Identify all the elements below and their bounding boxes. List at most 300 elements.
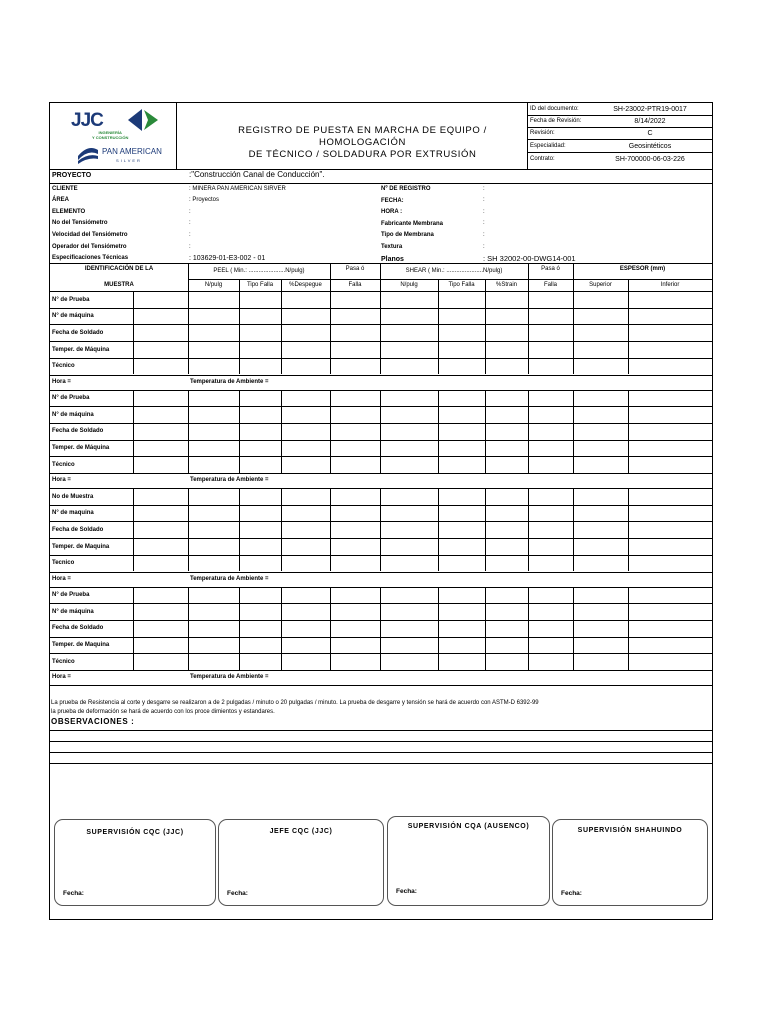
table-cell[interactable] bbox=[486, 424, 527, 439]
table-cell[interactable] bbox=[189, 522, 238, 537]
signature-title: SUPERVISIÓN CQC (JJC) bbox=[86, 829, 184, 836]
table-cell[interactable] bbox=[439, 407, 484, 422]
table-cell[interactable] bbox=[331, 407, 379, 422]
table-cell[interactable] bbox=[486, 292, 527, 307]
row-label: N° de máquina bbox=[52, 608, 94, 615]
info-value[interactable]: : bbox=[189, 231, 191, 238]
table-cell[interactable] bbox=[529, 424, 572, 439]
table-cell[interactable] bbox=[282, 342, 329, 357]
table-cell[interactable] bbox=[439, 654, 484, 669]
proyecto-value: :"Construcción Canal de Conducción". bbox=[189, 170, 325, 179]
table-cell[interactable] bbox=[189, 424, 238, 439]
info-label: CLIENTE bbox=[52, 185, 78, 192]
table-cell[interactable] bbox=[240, 638, 280, 653]
table-cell[interactable] bbox=[282, 489, 329, 504]
table-cell[interactable] bbox=[439, 424, 484, 439]
pasa-header: Pasa ó bbox=[541, 266, 560, 272]
signature-box-shahuindo[interactable] bbox=[552, 819, 708, 906]
table-cell[interactable] bbox=[134, 588, 187, 603]
row-label: Fecha de Soldado bbox=[52, 428, 104, 435]
observation-line[interactable] bbox=[50, 730, 712, 731]
table-cell[interactable] bbox=[240, 359, 280, 374]
table-cell[interactable] bbox=[629, 506, 711, 521]
row-label: Técnico bbox=[52, 363, 75, 370]
table-cell[interactable] bbox=[381, 325, 437, 340]
row-label: Temper. de Maquina bbox=[52, 543, 110, 550]
table-cell[interactable] bbox=[439, 489, 484, 504]
table-cell[interactable] bbox=[134, 654, 187, 669]
table-cell[interactable] bbox=[381, 654, 437, 669]
hora-label: Hora = bbox=[52, 674, 71, 680]
table-cell[interactable] bbox=[574, 407, 627, 422]
row-label: N° de máquina bbox=[52, 313, 94, 320]
row-label: Fecha de Soldado bbox=[52, 526, 104, 533]
table-cell[interactable] bbox=[486, 654, 527, 669]
table-cell[interactable] bbox=[189, 556, 238, 571]
observation-line[interactable] bbox=[50, 752, 712, 753]
info-value[interactable]: : bbox=[189, 220, 191, 227]
table-cell[interactable] bbox=[439, 506, 484, 521]
row-label: N° de Prueba bbox=[52, 296, 90, 303]
table-cell[interactable] bbox=[439, 556, 484, 571]
espesor-header: ESPESOR (mm) bbox=[619, 266, 666, 272]
table-cell[interactable] bbox=[629, 292, 711, 307]
table-cell[interactable] bbox=[529, 407, 572, 422]
table-cell[interactable] bbox=[282, 522, 329, 537]
table-cell[interactable] bbox=[240, 588, 280, 603]
table-cell[interactable] bbox=[629, 539, 711, 554]
table-cell[interactable] bbox=[189, 539, 238, 554]
table-cell[interactable] bbox=[439, 621, 484, 636]
table-cell[interactable] bbox=[486, 604, 527, 619]
table-cell[interactable] bbox=[529, 342, 572, 357]
table-cell[interactable] bbox=[529, 604, 572, 619]
table-cell[interactable] bbox=[486, 489, 527, 504]
table-cell[interactable] bbox=[574, 325, 627, 340]
table-cell[interactable] bbox=[240, 325, 280, 340]
pasa-header: Pasa ó bbox=[345, 266, 365, 272]
table-cell[interactable] bbox=[439, 391, 484, 406]
table-cell[interactable] bbox=[439, 588, 484, 603]
table-cell[interactable] bbox=[189, 342, 238, 357]
table-cell[interactable] bbox=[574, 441, 627, 456]
info-value[interactable]: : bbox=[483, 197, 485, 204]
table-cell[interactable] bbox=[486, 588, 527, 603]
table-cell[interactable] bbox=[629, 457, 711, 472]
info-value[interactable]: : 103629-01-E3-002 - 01 bbox=[189, 255, 266, 263]
table-cell[interactable] bbox=[574, 588, 627, 603]
table-cell[interactable] bbox=[574, 522, 627, 537]
table-cell[interactable] bbox=[331, 325, 379, 340]
table-cell[interactable] bbox=[439, 638, 484, 653]
table-cell[interactable] bbox=[189, 604, 238, 619]
table-cell[interactable] bbox=[331, 359, 379, 374]
table-cell[interactable] bbox=[240, 457, 280, 472]
table-cell[interactable] bbox=[189, 457, 238, 472]
table-cell[interactable] bbox=[134, 391, 187, 406]
table-cell[interactable] bbox=[629, 638, 711, 653]
table-cell[interactable] bbox=[574, 292, 627, 307]
table-cell[interactable] bbox=[439, 539, 484, 554]
table-cell[interactable] bbox=[629, 522, 711, 537]
table-cell[interactable] bbox=[439, 342, 484, 357]
table-cell[interactable] bbox=[574, 489, 627, 504]
table-cell[interactable] bbox=[529, 457, 572, 472]
table-cell[interactable] bbox=[574, 342, 627, 357]
info-value[interactable]: : SH 32002-00-DWG14-001 bbox=[483, 254, 576, 264]
row-label: Tecnico bbox=[52, 560, 75, 567]
table-cell[interactable] bbox=[629, 309, 711, 324]
table-cell[interactable] bbox=[381, 556, 437, 571]
table-cell[interactable] bbox=[529, 391, 572, 406]
table-cell[interactable] bbox=[381, 391, 437, 406]
table-cell[interactable] bbox=[240, 522, 280, 537]
table-cell[interactable] bbox=[189, 489, 238, 504]
table-cell[interactable] bbox=[134, 359, 187, 374]
table-cell[interactable] bbox=[240, 342, 280, 357]
table-cell[interactable] bbox=[189, 391, 238, 406]
table-cell[interactable] bbox=[134, 506, 187, 521]
info-label: Planos bbox=[381, 255, 404, 263]
signature-title: JEFE CQC (JJC) bbox=[269, 828, 333, 835]
table-cell[interactable] bbox=[331, 621, 379, 636]
table-cell[interactable] bbox=[189, 638, 238, 653]
table-cell[interactable] bbox=[134, 342, 187, 357]
table-cell[interactable] bbox=[574, 604, 627, 619]
table-cell[interactable] bbox=[282, 359, 329, 374]
row-label: N° de Prueba bbox=[52, 395, 90, 401]
table-cell[interactable] bbox=[439, 522, 484, 537]
table-cell[interactable] bbox=[486, 359, 527, 374]
table-cell[interactable] bbox=[486, 638, 527, 653]
table-cell[interactable] bbox=[134, 621, 187, 636]
info-value[interactable]: : bbox=[483, 220, 485, 227]
table-cell[interactable] bbox=[381, 292, 437, 307]
table-cell[interactable] bbox=[629, 654, 711, 669]
table-cell[interactable] bbox=[240, 506, 280, 521]
table-cell[interactable] bbox=[282, 556, 329, 571]
doc-field-value: SH-23002-PTR19-0017 bbox=[613, 106, 687, 113]
table-cell[interactable] bbox=[381, 342, 437, 357]
table-cell[interactable] bbox=[439, 325, 484, 340]
company-logos bbox=[66, 106, 170, 164]
table-cell[interactable] bbox=[574, 621, 627, 636]
table-cell[interactable] bbox=[189, 325, 238, 340]
row-label: Fecha de Soldado bbox=[52, 625, 104, 632]
info-value[interactable]: : bbox=[483, 243, 485, 250]
table-cell[interactable] bbox=[529, 325, 572, 340]
table-cell[interactable] bbox=[574, 506, 627, 521]
table-cell[interactable] bbox=[486, 342, 527, 357]
table-cell[interactable] bbox=[134, 424, 187, 439]
table-cell[interactable] bbox=[240, 309, 280, 324]
table-cell[interactable] bbox=[282, 407, 329, 422]
jjc-logo-text: JJC bbox=[71, 110, 103, 131]
table-cell[interactable] bbox=[240, 424, 280, 439]
table-cell[interactable] bbox=[486, 325, 527, 340]
observations-label: OBSERVACIONES : bbox=[51, 717, 135, 726]
column-header: %Despegue bbox=[289, 282, 322, 288]
table-cell[interactable] bbox=[282, 457, 329, 472]
table-cell[interactable] bbox=[282, 539, 329, 554]
table-cell[interactable] bbox=[529, 441, 572, 456]
row-label: Fecha de Soldado bbox=[52, 329, 104, 336]
info-label: Nº DE REGISTRO bbox=[381, 186, 431, 192]
table-cell[interactable] bbox=[189, 441, 238, 456]
table-cell[interactable] bbox=[189, 621, 238, 636]
table-cell[interactable] bbox=[529, 522, 572, 537]
table-cell[interactable] bbox=[629, 441, 711, 456]
table-cell[interactable] bbox=[529, 292, 572, 307]
doc-field-label: Revisión: bbox=[530, 130, 555, 136]
table-cell[interactable] bbox=[486, 522, 527, 537]
table-cell[interactable] bbox=[486, 539, 527, 554]
table-cell[interactable] bbox=[240, 654, 280, 669]
table-cell[interactable] bbox=[240, 407, 280, 422]
info-label: Operador del Tensiómetro bbox=[52, 243, 127, 250]
column-header: Falla bbox=[348, 282, 362, 288]
info-label: Especificaciones Técnicas bbox=[52, 255, 129, 262]
table-cell[interactable] bbox=[331, 638, 379, 653]
table-cell[interactable] bbox=[486, 506, 527, 521]
table-cell[interactable] bbox=[282, 638, 329, 653]
table-cell[interactable] bbox=[240, 391, 280, 406]
table-cell[interactable] bbox=[189, 654, 238, 669]
table-cell[interactable] bbox=[331, 292, 379, 307]
row-label: N° de Prueba bbox=[52, 592, 90, 598]
table-cell[interactable] bbox=[282, 424, 329, 439]
table-cell[interactable] bbox=[574, 391, 627, 406]
table-cell[interactable] bbox=[189, 588, 238, 603]
table-cell[interactable] bbox=[574, 539, 627, 554]
signature-box-jefe-cqc[interactable] bbox=[218, 819, 384, 906]
table-cell[interactable] bbox=[381, 638, 437, 653]
table-cell[interactable] bbox=[134, 292, 187, 307]
table-cell[interactable] bbox=[331, 506, 379, 521]
table-cell[interactable] bbox=[134, 638, 187, 653]
table-cell[interactable] bbox=[574, 424, 627, 439]
table-cell[interactable] bbox=[629, 489, 711, 504]
column-header: Inferior bbox=[660, 282, 680, 288]
table-cell[interactable] bbox=[331, 342, 379, 357]
jjc-logo-subtitle: INGENIERÍA Y CONSTRUCCIÓN bbox=[92, 130, 129, 140]
table-cell[interactable] bbox=[331, 556, 379, 571]
table-cell[interactable] bbox=[381, 539, 437, 554]
table-cell[interactable] bbox=[439, 292, 484, 307]
table-cell[interactable] bbox=[381, 457, 437, 472]
table-cell[interactable] bbox=[629, 407, 711, 422]
table-cell[interactable] bbox=[381, 407, 437, 422]
table-cell[interactable] bbox=[134, 522, 187, 537]
column-header: N/pulg bbox=[204, 282, 223, 288]
table-cell[interactable] bbox=[529, 359, 572, 374]
table-cell[interactable] bbox=[331, 604, 379, 619]
table-cell[interactable] bbox=[486, 309, 527, 324]
table-cell[interactable] bbox=[529, 506, 572, 521]
table-cell[interactable] bbox=[381, 359, 437, 374]
table-cell[interactable] bbox=[439, 309, 484, 324]
table-cell[interactable] bbox=[529, 489, 572, 504]
temperature-label: Temperatura de Ambiente = bbox=[190, 575, 269, 582]
signature-box-cqc[interactable] bbox=[54, 819, 216, 906]
info-label: ÁREA bbox=[52, 197, 70, 204]
table-cell[interactable] bbox=[189, 292, 238, 307]
table-cell[interactable] bbox=[381, 522, 437, 537]
table-cell[interactable] bbox=[331, 588, 379, 603]
table-cell[interactable] bbox=[574, 359, 627, 374]
table-cell[interactable] bbox=[486, 556, 527, 571]
table-cell[interactable] bbox=[629, 325, 711, 340]
table-cell[interactable] bbox=[439, 604, 484, 619]
table-cell[interactable] bbox=[486, 457, 527, 472]
table-cell[interactable] bbox=[629, 391, 711, 406]
table-cell[interactable] bbox=[240, 539, 280, 554]
table-cell[interactable] bbox=[240, 604, 280, 619]
table-cell[interactable] bbox=[331, 309, 379, 324]
table-cell[interactable] bbox=[381, 441, 437, 456]
table-cell[interactable] bbox=[381, 309, 437, 324]
doc-field-value: Geosintéticos bbox=[628, 143, 672, 150]
table-cell[interactable] bbox=[189, 407, 238, 422]
silver-logo-text: SILVER bbox=[116, 158, 142, 163]
table-cell[interactable] bbox=[486, 407, 527, 422]
table-cell[interactable] bbox=[282, 292, 329, 307]
table-cell[interactable] bbox=[240, 621, 280, 636]
table-cell[interactable] bbox=[381, 424, 437, 439]
table-cell[interactable] bbox=[282, 604, 329, 619]
table-cell[interactable] bbox=[331, 654, 379, 669]
doc-field-value: SH-700000-06-03-226 bbox=[615, 156, 685, 163]
info-label: Textura bbox=[381, 244, 403, 250]
table-cell[interactable] bbox=[529, 539, 572, 554]
table-cell[interactable] bbox=[529, 309, 572, 324]
observation-line[interactable] bbox=[50, 763, 712, 764]
info-label: HORA : bbox=[381, 209, 403, 216]
info-value[interactable]: : bbox=[483, 231, 485, 238]
table-cell[interactable] bbox=[240, 489, 280, 504]
table-cell[interactable] bbox=[629, 359, 711, 374]
table-cell[interactable] bbox=[189, 309, 238, 324]
table-cell[interactable] bbox=[240, 292, 280, 307]
row-label: Temper. de Maquina bbox=[52, 642, 110, 649]
table-cell[interactable] bbox=[529, 621, 572, 636]
info-value[interactable]: : Proyectos bbox=[189, 197, 220, 204]
temperature-label: Temperatura de Ambiente = bbox=[190, 378, 269, 385]
table-cell[interactable] bbox=[574, 309, 627, 324]
table-cell[interactable] bbox=[134, 441, 187, 456]
table-cell[interactable] bbox=[331, 539, 379, 554]
table-cell[interactable] bbox=[134, 407, 187, 422]
table-cell[interactable] bbox=[439, 359, 484, 374]
table-cell[interactable] bbox=[282, 621, 329, 636]
info-value[interactable]: : MINERA PAN AMERICAN SIRVER bbox=[189, 185, 286, 192]
table-cell[interactable] bbox=[529, 638, 572, 653]
table-cell[interactable] bbox=[529, 556, 572, 571]
table-cell[interactable] bbox=[529, 654, 572, 669]
table-cell[interactable] bbox=[381, 588, 437, 603]
table-cell[interactable] bbox=[134, 489, 187, 504]
table-cell[interactable] bbox=[486, 621, 527, 636]
table-cell[interactable] bbox=[486, 391, 527, 406]
info-value[interactable]: : bbox=[483, 185, 485, 192]
signature-title: SUPERVISIÓN CQA (AUSENCO) bbox=[407, 823, 530, 830]
table-cell[interactable] bbox=[331, 441, 379, 456]
table-cell[interactable] bbox=[282, 309, 329, 324]
table-cell[interactable] bbox=[331, 489, 379, 504]
row-label: Temper. de Máquina bbox=[52, 445, 110, 452]
proyecto-label: PROYECTO bbox=[52, 172, 92, 179]
doc-field-value: 8/14/2022 bbox=[634, 118, 666, 125]
table-cell[interactable] bbox=[189, 359, 238, 374]
table-cell[interactable] bbox=[629, 342, 711, 357]
table-cell[interactable] bbox=[629, 621, 711, 636]
table-cell[interactable] bbox=[574, 556, 627, 571]
table-cell[interactable] bbox=[439, 441, 484, 456]
row-label: Temper. de Máquina bbox=[52, 346, 110, 353]
table-cell[interactable] bbox=[439, 457, 484, 472]
table-cell[interactable] bbox=[282, 654, 329, 669]
doc-field-label: Contrato: bbox=[530, 156, 555, 162]
table-cell[interactable] bbox=[574, 457, 627, 472]
table-cell[interactable] bbox=[381, 621, 437, 636]
info-label: Fabricante Membrana bbox=[381, 220, 444, 227]
table-cell[interactable] bbox=[134, 325, 187, 340]
table-cell[interactable] bbox=[282, 441, 329, 456]
table-cell[interactable] bbox=[240, 556, 280, 571]
table-cell[interactable] bbox=[331, 522, 379, 537]
table-cell[interactable] bbox=[629, 588, 711, 603]
row-label: N° de máquina bbox=[52, 411, 94, 418]
peel-header: PEEL ( Min.: ......................N/pulg) bbox=[213, 268, 305, 274]
info-value[interactable]: : bbox=[189, 208, 191, 215]
table-cell[interactable] bbox=[629, 556, 711, 571]
info-value[interactable]: : bbox=[483, 208, 485, 215]
table-cell[interactable] bbox=[381, 604, 437, 619]
table-cell[interactable] bbox=[282, 588, 329, 603]
table-cell[interactable] bbox=[529, 588, 572, 603]
info-label: ELEMENTO bbox=[52, 208, 86, 215]
table-cell[interactable] bbox=[282, 391, 329, 406]
table-cell[interactable] bbox=[134, 604, 187, 619]
info-value[interactable]: : bbox=[189, 243, 191, 250]
id-header: MUESTRA bbox=[104, 282, 134, 288]
table-cell[interactable] bbox=[486, 441, 527, 456]
table-cell[interactable] bbox=[574, 654, 627, 669]
table-cell[interactable] bbox=[134, 309, 187, 324]
table-cell[interactable] bbox=[134, 556, 187, 571]
table-cell[interactable] bbox=[381, 489, 437, 504]
table-cell[interactable] bbox=[282, 325, 329, 340]
table-cell[interactable] bbox=[574, 638, 627, 653]
signature-box-cqa[interactable] bbox=[387, 816, 550, 906]
table-cell[interactable] bbox=[629, 424, 711, 439]
observation-line[interactable] bbox=[50, 741, 712, 742]
table-cell[interactable] bbox=[240, 441, 280, 456]
table-cell[interactable] bbox=[331, 391, 379, 406]
table-cell[interactable] bbox=[134, 539, 187, 554]
table-cell[interactable] bbox=[381, 506, 437, 521]
table-cell[interactable] bbox=[189, 506, 238, 521]
temperature-label: Temperatura de Ambiente = bbox=[190, 674, 269, 680]
table-cell[interactable] bbox=[629, 604, 711, 619]
table-cell[interactable] bbox=[331, 457, 379, 472]
row-label: Técnico bbox=[52, 658, 75, 665]
table-cell[interactable] bbox=[331, 424, 379, 439]
doc-field-label: Especialidad: bbox=[530, 143, 566, 149]
column-header: Falla bbox=[543, 282, 557, 288]
table-cell[interactable] bbox=[134, 457, 187, 472]
table-cell[interactable] bbox=[282, 506, 329, 521]
